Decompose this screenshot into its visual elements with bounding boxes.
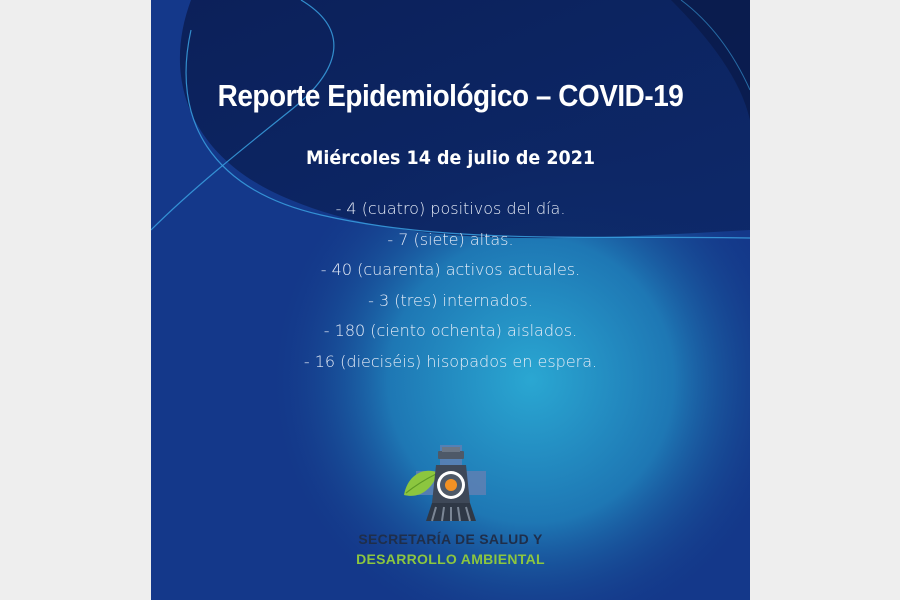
stat-altas: - 7 (siete) altas. — [387, 229, 514, 249]
stats-list — [151, 194, 750, 377]
report-title: Reporte Epidemiológico – COVID-19 — [217, 78, 684, 113]
stat-aislados: - 180 (ciento ochenta) aislados. — [323, 321, 578, 340]
stat-positivos: - 4 (cuatro) positivos del día. — [335, 199, 566, 218]
stat-hisopados: - 16 (dieciséis) hisopados en espera. — [303, 351, 598, 371]
stat-activos: - 40 (cuarenta) activos actuales. — [320, 260, 581, 279]
stat-internados: - 3 (tres) internados. — [368, 290, 533, 310]
report-date: Miércoles 14 de julio de 2021 — [305, 147, 596, 169]
org-name-line1: SECRETARÍA DE SALUD Y — [358, 531, 543, 547]
locomotive-leaf-logo-icon — [402, 443, 498, 527]
org-name-line2: DESARROLLO AMBIENTAL — [356, 551, 545, 567]
report-card — [151, 0, 750, 600]
